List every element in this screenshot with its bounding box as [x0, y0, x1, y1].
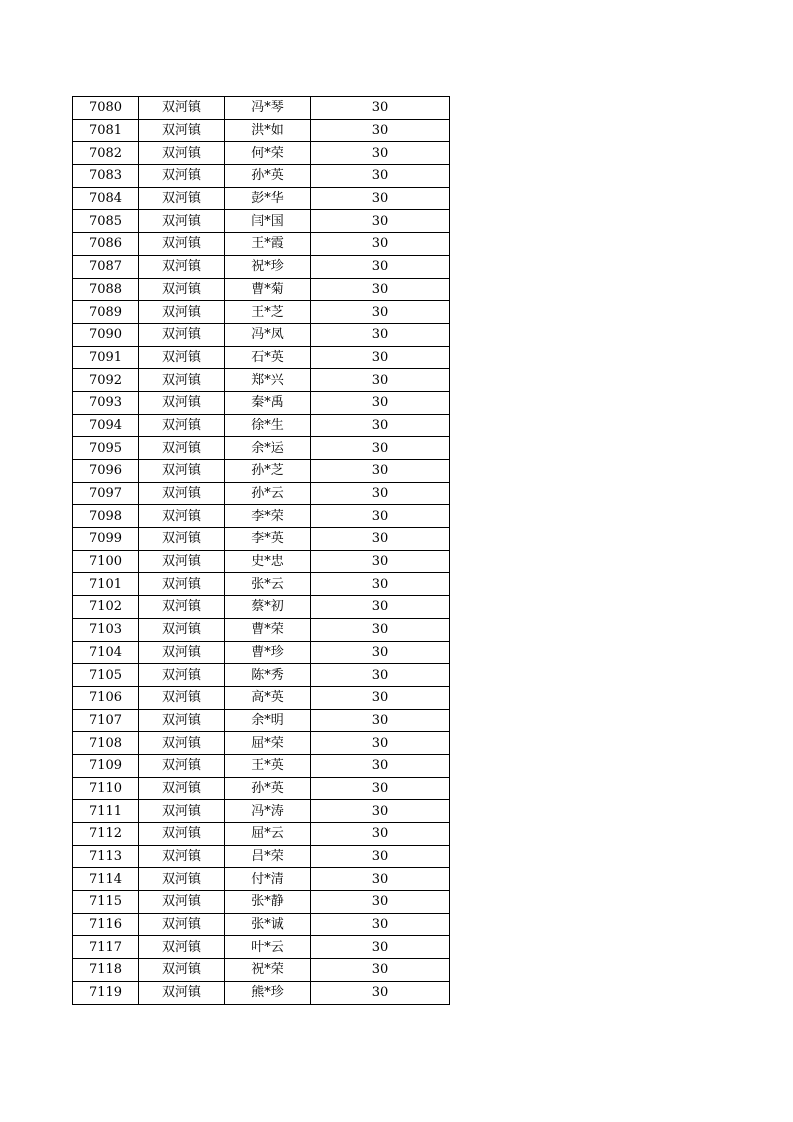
- cell-person-name: 孙*云: [225, 482, 311, 505]
- cell-town: 双河镇: [139, 732, 225, 755]
- cell-person-name: 王*芝: [225, 301, 311, 324]
- cell-amount: 30: [311, 777, 450, 800]
- cell-amount: 30: [311, 119, 450, 142]
- cell-person-name: 曹*珍: [225, 641, 311, 664]
- cell-town: 双河镇: [139, 460, 225, 483]
- cell-amount: 30: [311, 255, 450, 278]
- cell-town: 双河镇: [139, 777, 225, 800]
- cell-amount: 30: [311, 936, 450, 959]
- cell-serial-number: 7084: [73, 187, 139, 210]
- table-row: [73, 913, 450, 936]
- cell-serial-number: 7080: [73, 97, 139, 120]
- cell-serial-number: 7095: [73, 437, 139, 460]
- cell-serial-number: 7119: [73, 981, 139, 1004]
- cell-amount: 30: [311, 913, 450, 936]
- cell-town: 双河镇: [139, 165, 225, 188]
- cell-town: 双河镇: [139, 482, 225, 505]
- cell-town: 双河镇: [139, 369, 225, 392]
- cell-serial-number: 7086: [73, 233, 139, 256]
- cell-town: 双河镇: [139, 550, 225, 573]
- table-row: [73, 119, 450, 142]
- cell-town: 双河镇: [139, 255, 225, 278]
- table-row: [73, 187, 450, 210]
- cell-serial-number: 7091: [73, 346, 139, 369]
- cell-amount: 30: [311, 505, 450, 528]
- cell-serial-number: 7100: [73, 550, 139, 573]
- cell-serial-number: 7088: [73, 278, 139, 301]
- cell-serial-number: 7103: [73, 618, 139, 641]
- cell-amount: 30: [311, 686, 450, 709]
- cell-person-name: 孙*芝: [225, 460, 311, 483]
- table-row: [73, 981, 450, 1004]
- cell-serial-number: 7094: [73, 414, 139, 437]
- data-table: [72, 96, 450, 1005]
- cell-amount: 30: [311, 732, 450, 755]
- cell-serial-number: 7104: [73, 641, 139, 664]
- cell-person-name: 张*云: [225, 573, 311, 596]
- cell-serial-number: 7113: [73, 845, 139, 868]
- cell-amount: 30: [311, 959, 450, 982]
- cell-amount: 30: [311, 437, 450, 460]
- cell-town: 双河镇: [139, 596, 225, 619]
- table-row: [73, 255, 450, 278]
- cell-serial-number: 7118: [73, 959, 139, 982]
- table-row: [73, 550, 450, 573]
- cell-town: 双河镇: [139, 119, 225, 142]
- table-row: [73, 754, 450, 777]
- cell-person-name: 余*明: [225, 709, 311, 732]
- cell-amount: 30: [311, 550, 450, 573]
- cell-amount: 30: [311, 482, 450, 505]
- cell-amount: 30: [311, 233, 450, 256]
- cell-amount: 30: [311, 301, 450, 324]
- cell-person-name: 冯*涛: [225, 800, 311, 823]
- table-row: [73, 664, 450, 687]
- cell-amount: 30: [311, 596, 450, 619]
- cell-amount: 30: [311, 346, 450, 369]
- cell-town: 双河镇: [139, 528, 225, 551]
- cell-serial-number: 7101: [73, 573, 139, 596]
- cell-serial-number: 7082: [73, 142, 139, 165]
- cell-person-name: 屈*荣: [225, 732, 311, 755]
- cell-person-name: 曹*菊: [225, 278, 311, 301]
- cell-person-name: 蔡*初: [225, 596, 311, 619]
- table-row: [73, 936, 450, 959]
- cell-town: 双河镇: [139, 437, 225, 460]
- cell-amount: 30: [311, 845, 450, 868]
- cell-serial-number: 7081: [73, 119, 139, 142]
- cell-serial-number: 7096: [73, 460, 139, 483]
- cell-amount: 30: [311, 868, 450, 891]
- cell-amount: 30: [311, 187, 450, 210]
- cell-amount: 30: [311, 528, 450, 551]
- cell-person-name: 孙*英: [225, 777, 311, 800]
- cell-amount: 30: [311, 664, 450, 687]
- cell-town: 双河镇: [139, 936, 225, 959]
- cell-town: 双河镇: [139, 845, 225, 868]
- cell-serial-number: 7087: [73, 255, 139, 278]
- table-row: [73, 596, 450, 619]
- table-row: [73, 891, 450, 914]
- table-row: [73, 823, 450, 846]
- table-row: [73, 460, 450, 483]
- cell-town: 双河镇: [139, 391, 225, 414]
- table-row: [73, 573, 450, 596]
- cell-person-name: 王*英: [225, 754, 311, 777]
- cell-person-name: 冯*凤: [225, 323, 311, 346]
- table-row: [73, 233, 450, 256]
- table-row: [73, 301, 450, 324]
- cell-person-name: 秦*禹: [225, 391, 311, 414]
- table-row: [73, 482, 450, 505]
- table-row: [73, 505, 450, 528]
- cell-amount: 30: [311, 142, 450, 165]
- table-row: [73, 278, 450, 301]
- cell-person-name: 叶*云: [225, 936, 311, 959]
- cell-town: 双河镇: [139, 709, 225, 732]
- table-body: [73, 97, 450, 1005]
- cell-town: 双河镇: [139, 187, 225, 210]
- table-row: [73, 686, 450, 709]
- cell-serial-number: 7090: [73, 323, 139, 346]
- table-row: [73, 369, 450, 392]
- cell-town: 双河镇: [139, 891, 225, 914]
- cell-person-name: 张*诚: [225, 913, 311, 936]
- cell-town: 双河镇: [139, 323, 225, 346]
- cell-person-name: 王*霞: [225, 233, 311, 256]
- cell-person-name: 高*英: [225, 686, 311, 709]
- cell-town: 双河镇: [139, 505, 225, 528]
- table-row: [73, 437, 450, 460]
- cell-town: 双河镇: [139, 278, 225, 301]
- cell-amount: 30: [311, 460, 450, 483]
- cell-amount: 30: [311, 573, 450, 596]
- cell-serial-number: 7115: [73, 891, 139, 914]
- cell-serial-number: 7116: [73, 913, 139, 936]
- cell-serial-number: 7109: [73, 754, 139, 777]
- cell-person-name: 史*忠: [225, 550, 311, 573]
- cell-person-name: 闫*国: [225, 210, 311, 233]
- table-row: [73, 323, 450, 346]
- cell-serial-number: 7117: [73, 936, 139, 959]
- cell-town: 双河镇: [139, 142, 225, 165]
- table-row: [73, 868, 450, 891]
- cell-person-name: 祝*珍: [225, 255, 311, 278]
- cell-amount: 30: [311, 414, 450, 437]
- cell-amount: 30: [311, 641, 450, 664]
- cell-person-name: 祝*荣: [225, 959, 311, 982]
- cell-person-name: 李*英: [225, 528, 311, 551]
- table-row: [73, 709, 450, 732]
- cell-serial-number: 7111: [73, 800, 139, 823]
- table-row: [73, 641, 450, 664]
- cell-amount: 30: [311, 981, 450, 1004]
- cell-town: 双河镇: [139, 959, 225, 982]
- cell-serial-number: 7097: [73, 482, 139, 505]
- cell-person-name: 曹*荣: [225, 618, 311, 641]
- table-row: [73, 732, 450, 755]
- cell-serial-number: 7108: [73, 732, 139, 755]
- cell-person-name: 洪*如: [225, 119, 311, 142]
- cell-town: 双河镇: [139, 210, 225, 233]
- cell-serial-number: 7085: [73, 210, 139, 233]
- table-row: [73, 414, 450, 437]
- cell-person-name: 李*荣: [225, 505, 311, 528]
- cell-town: 双河镇: [139, 823, 225, 846]
- cell-amount: 30: [311, 891, 450, 914]
- table-row: [73, 845, 450, 868]
- cell-person-name: 徐*生: [225, 414, 311, 437]
- table-row: [73, 165, 450, 188]
- cell-town: 双河镇: [139, 641, 225, 664]
- cell-amount: 30: [311, 210, 450, 233]
- cell-amount: 30: [311, 709, 450, 732]
- cell-amount: 30: [311, 165, 450, 188]
- cell-town: 双河镇: [139, 800, 225, 823]
- cell-serial-number: 7083: [73, 165, 139, 188]
- cell-person-name: 熊*珍: [225, 981, 311, 1004]
- cell-town: 双河镇: [139, 868, 225, 891]
- cell-serial-number: 7114: [73, 868, 139, 891]
- cell-town: 双河镇: [139, 97, 225, 120]
- cell-amount: 30: [311, 97, 450, 120]
- table-row: [73, 959, 450, 982]
- table-row: [73, 618, 450, 641]
- table-row: [73, 210, 450, 233]
- cell-amount: 30: [311, 618, 450, 641]
- table-row: [73, 528, 450, 551]
- cell-person-name: 余*运: [225, 437, 311, 460]
- cell-person-name: 付*清: [225, 868, 311, 891]
- cell-serial-number: 7092: [73, 369, 139, 392]
- cell-person-name: 石*英: [225, 346, 311, 369]
- cell-town: 双河镇: [139, 913, 225, 936]
- table-row: [73, 777, 450, 800]
- cell-serial-number: 7106: [73, 686, 139, 709]
- cell-town: 双河镇: [139, 346, 225, 369]
- cell-town: 双河镇: [139, 981, 225, 1004]
- cell-person-name: 郑*兴: [225, 369, 311, 392]
- cell-amount: 30: [311, 278, 450, 301]
- cell-amount: 30: [311, 391, 450, 414]
- table-row: [73, 800, 450, 823]
- cell-serial-number: 7089: [73, 301, 139, 324]
- cell-town: 双河镇: [139, 301, 225, 324]
- cell-town: 双河镇: [139, 686, 225, 709]
- cell-serial-number: 7112: [73, 823, 139, 846]
- cell-amount: 30: [311, 323, 450, 346]
- cell-serial-number: 7098: [73, 505, 139, 528]
- cell-town: 双河镇: [139, 664, 225, 687]
- cell-person-name: 张*静: [225, 891, 311, 914]
- cell-person-name: 何*荣: [225, 142, 311, 165]
- cell-serial-number: 7107: [73, 709, 139, 732]
- cell-person-name: 冯*琴: [225, 97, 311, 120]
- cell-serial-number: 7093: [73, 391, 139, 414]
- cell-amount: 30: [311, 369, 450, 392]
- cell-person-name: 孙*英: [225, 165, 311, 188]
- cell-town: 双河镇: [139, 414, 225, 437]
- cell-serial-number: 7105: [73, 664, 139, 687]
- cell-town: 双河镇: [139, 618, 225, 641]
- cell-person-name: 屈*云: [225, 823, 311, 846]
- cell-serial-number: 7102: [73, 596, 139, 619]
- cell-town: 双河镇: [139, 573, 225, 596]
- cell-person-name: 陈*秀: [225, 664, 311, 687]
- cell-person-name: 彭*华: [225, 187, 311, 210]
- cell-amount: 30: [311, 800, 450, 823]
- cell-town: 双河镇: [139, 754, 225, 777]
- table-row: [73, 142, 450, 165]
- table-row: [73, 97, 450, 120]
- cell-person-name: 吕*荣: [225, 845, 311, 868]
- cell-serial-number: 7099: [73, 528, 139, 551]
- cell-town: 双河镇: [139, 233, 225, 256]
- cell-amount: 30: [311, 823, 450, 846]
- cell-amount: 30: [311, 754, 450, 777]
- table-row: [73, 391, 450, 414]
- cell-serial-number: 7110: [73, 777, 139, 800]
- table-row: [73, 346, 450, 369]
